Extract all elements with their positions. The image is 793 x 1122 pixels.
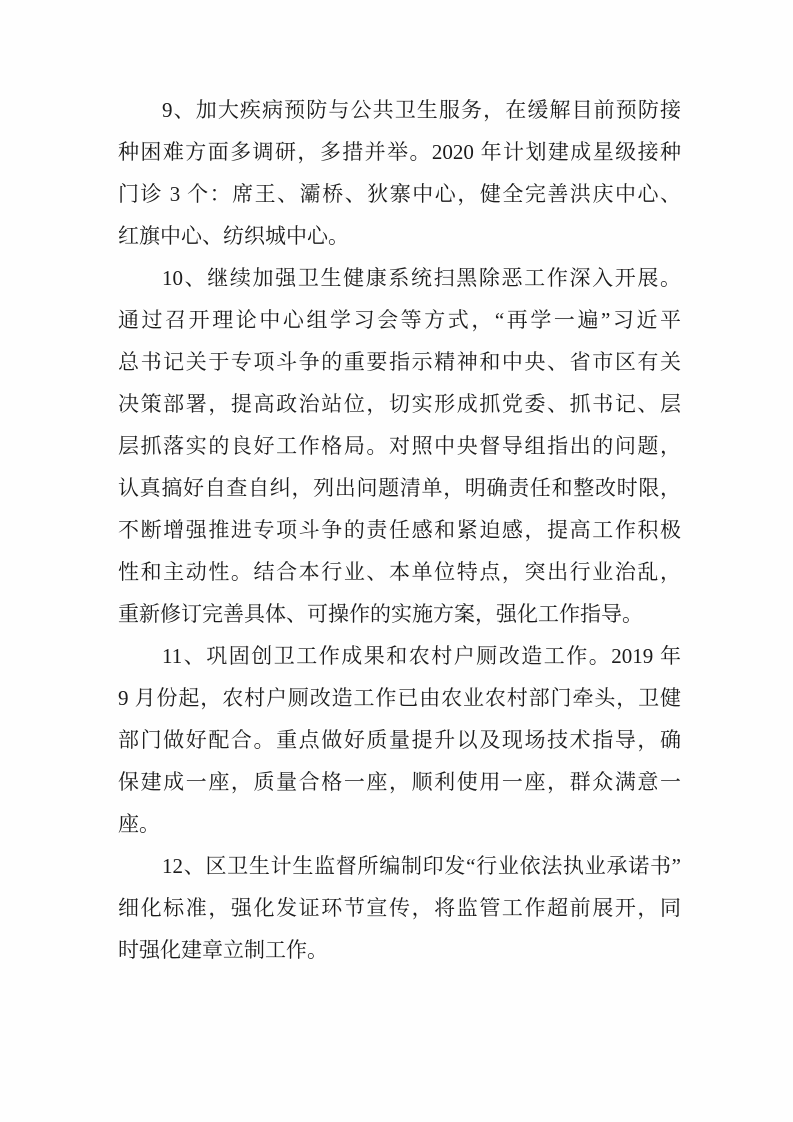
- text-line: 9 月份起，农村户厕改造工作已由农业农村部门牵头，卫健: [118, 686, 681, 710]
- text-line: 层抓落实的良好工作格局。对照中央督导组指出的问题，: [118, 434, 681, 458]
- text-line: 不断增强推进专项斗争的责任感和紧迫感，提高工作积极: [118, 518, 681, 542]
- text-line: 时强化建章立制工作。: [118, 938, 328, 962]
- text-line: 总书记关于专项斗争的重要指示精神和中央、省市区有关: [118, 350, 681, 374]
- document-text: [118, 89, 681, 971]
- text-line: 通过召开理论中心组学习会等方式，“再学一遍”习近平: [118, 308, 681, 332]
- text-line: 认真搞好自查自纠，列出问题清单，明确责任和整改时限，: [118, 476, 681, 500]
- text-line: 红旗中心、纺织城中心。: [118, 224, 349, 248]
- text-line: 种困难方面多调研，多措并举。2020 年计划建成星级接种: [118, 140, 681, 164]
- text-line: 部门做好配合。重点做好质量提升以及现场技术指导，确: [118, 728, 681, 752]
- text-line: 9、加大疾病预防与公共卫生服务，在缓解目前预防接: [162, 98, 681, 122]
- text-line: 门诊 3 个：席王、灞桥、狄寨中心，健全完善洪庆中心、: [118, 182, 681, 206]
- text-line: 重新修订完善具体、可操作的实施方案，强化工作指导。: [118, 602, 643, 626]
- paragraph-12: [118, 845, 681, 971]
- text-line: 细化标准，强化发证环节宣传，将监管工作超前展开，同: [118, 896, 681, 920]
- text-line: 10、继续加强卫生健康系统扫黑除恶工作深入开展。: [162, 266, 681, 290]
- text-line: 座。: [118, 812, 160, 836]
- text-line: 11、巩固创卫工作成果和农村户厕改造工作。2019 年: [162, 644, 681, 668]
- text-line: 保建成一座，质量合格一座，顺利使用一座，群众满意一: [118, 770, 681, 794]
- text-line: 12、区卫生计生监督所编制印发“行业依法执业承诺书”: [162, 854, 681, 878]
- paragraph-10: [118, 257, 681, 635]
- text-line: 决策部署，提高政治站位，切实形成抓党委、抓书记、层: [118, 392, 681, 416]
- paragraph-9: [118, 89, 681, 257]
- paragraph-11: [118, 635, 681, 845]
- text-line: 性和主动性。结合本行业、本单位特点，突出行业治乱，: [118, 560, 681, 584]
